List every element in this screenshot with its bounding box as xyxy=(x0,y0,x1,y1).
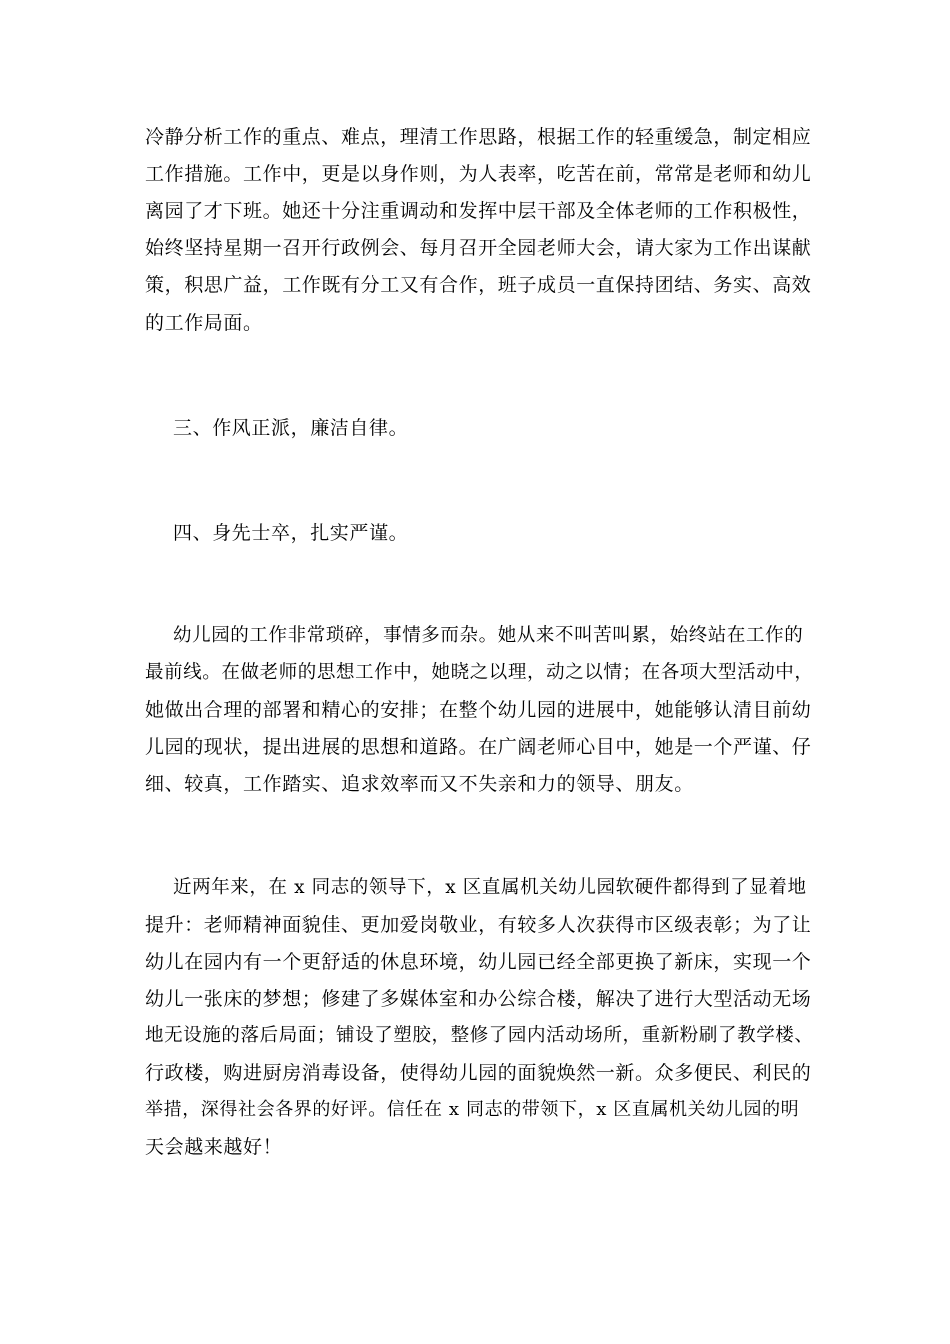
text-line: 冷静分析工作的重点、难点，理清工作思路，根据工作的轻重缓急，制定相应 xyxy=(145,126,812,148)
text-line: 提升：老师精神面貌佳、更加爱岗敬业，有较多人次获得市区级表彰；为了让 xyxy=(145,914,812,936)
text-line: 细、较真，工作踏实、追求效率而又不失亲和力的领导、朋友。 xyxy=(145,773,694,795)
text-line: 儿园的现状，提出进展的思想和道路。在广阔老师心目中，她是一个严谨、仔 xyxy=(145,736,812,758)
text-line: 工作措施。工作中，更是以身作则，为人表率，吃苦在前，常常是老师和幼儿 xyxy=(145,163,812,185)
text-line: 天会越来越好！ xyxy=(145,1136,283,1158)
text-line: 始终坚持星期一召开行政例会、每月召开全园老师大会，请大家为工作出谋献 xyxy=(145,237,812,259)
text-line: 离园了才下班。她还十分注重调动和发挥中层干部及全体老师的工作积极性， xyxy=(145,200,812,222)
text-line: 近两年来，在 x 同志的领导下，x 区直属机关幼儿园软硬件都得到了显着地 xyxy=(173,877,807,898)
section-heading: 三、作风正派，廉洁自律。 xyxy=(173,417,409,439)
text-line: 幼儿园的工作非常琐碎，事情多而杂。她从来不叫苦叫累，始终站在工作的 xyxy=(173,625,804,646)
text-line: 她做出合理的部署和精心的安排；在整个幼儿园的进展中，她能够认清目前幼 xyxy=(145,699,812,721)
text-line: 举措，深得社会各界的好评。信任在 x 同志的带领下，x 区直属机关幼儿园的明 xyxy=(145,1099,800,1120)
text-line: 的工作局面。 xyxy=(145,312,263,334)
text-line: 策，积思广益，工作既有分工又有合作，班子成员一直保持团结、务实、高效 xyxy=(145,274,812,296)
text-line: 幼儿一张床的梦想；修建了多媒体室和办公综合楼，解决了进行大型活动无场 xyxy=(145,988,812,1010)
text-line: 幼儿在园内有一个更舒适的休息环境，幼儿园已经全部更换了新床，实现一个 xyxy=(145,951,812,973)
text-line: 地无设施的落后局面；铺设了塑胶，整修了园内活动场所，重新粉刷了教学楼、 xyxy=(145,1025,814,1046)
text-line: 行政楼，购进厨房消毒设备，使得幼儿园的面貌焕然一新。众多便民、利民的 xyxy=(145,1062,812,1084)
text-line: 最前线。在做老师的思想工作中，她晓之以理，动之以情；在各项大型活动中， xyxy=(145,662,814,683)
section-heading: 四、身先士卒，扎实严谨。 xyxy=(173,522,409,544)
